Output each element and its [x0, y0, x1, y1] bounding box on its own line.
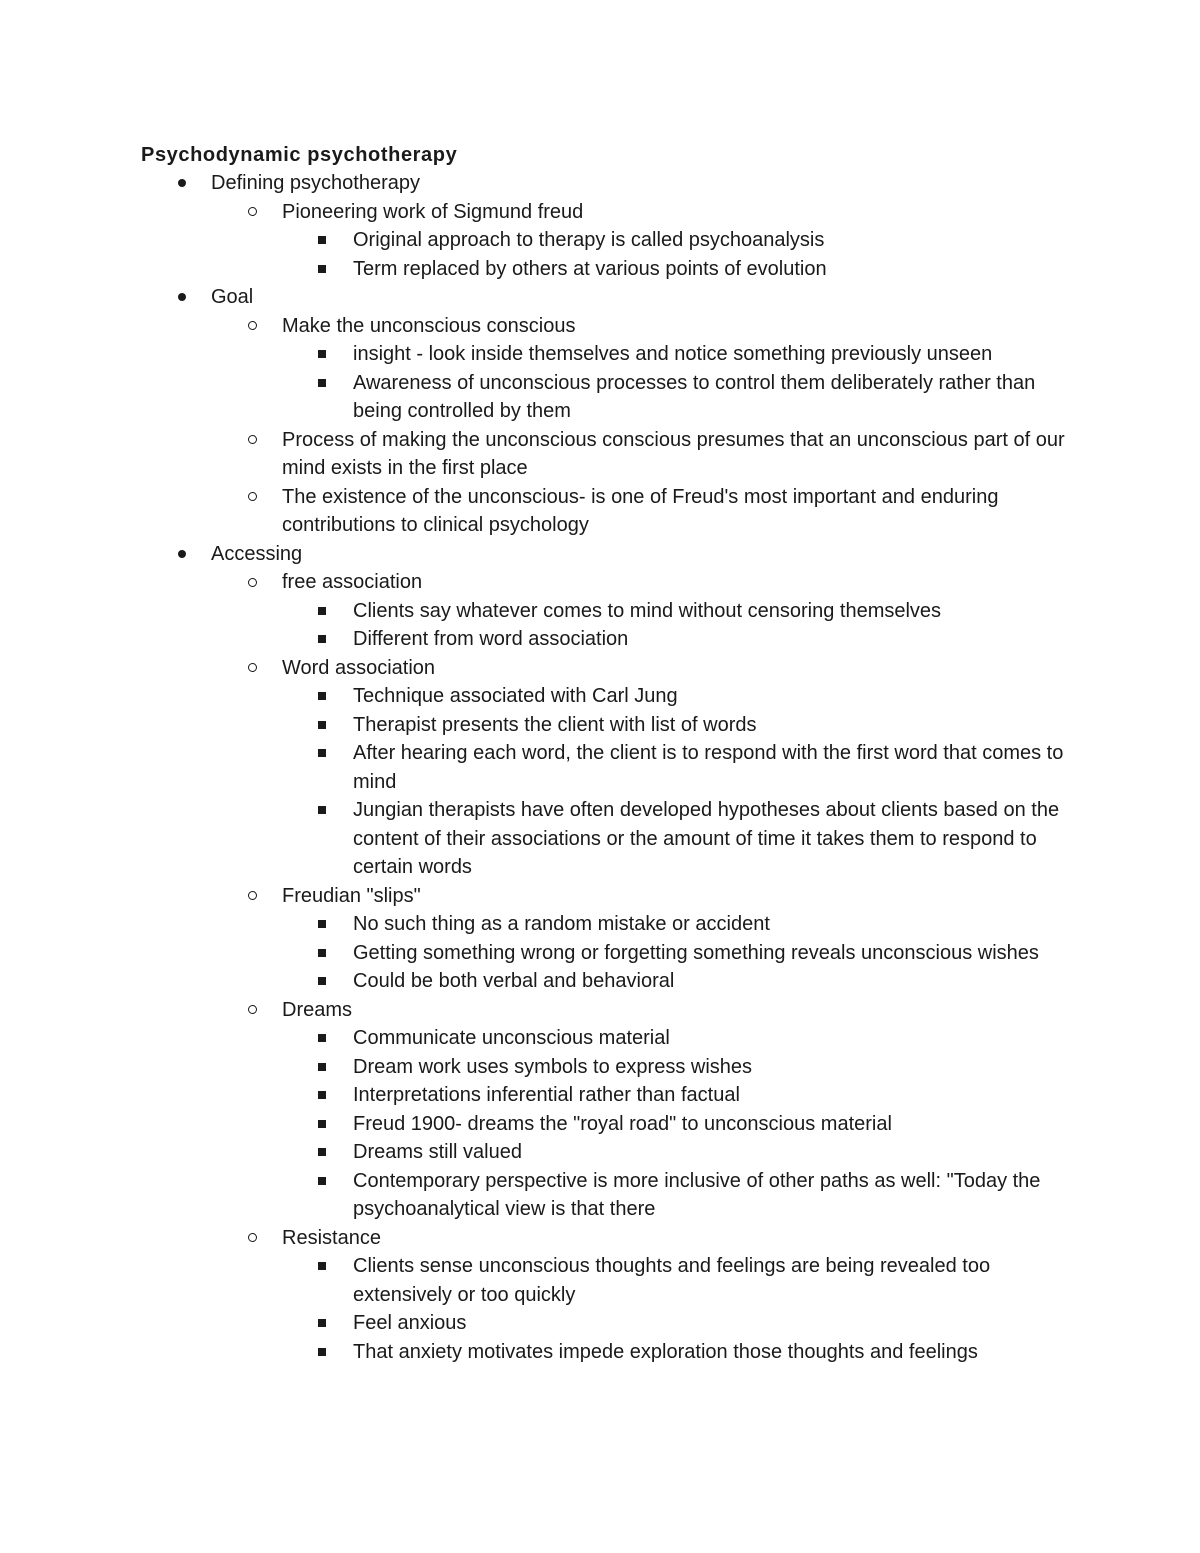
outline-item-text: free association	[282, 571, 423, 593]
outline-item-level-3	[0, 226, 1200, 255]
outline-item-text: Therapist presents the client with list of words	[353, 713, 757, 736]
filled-circle-bullet-icon	[178, 283, 186, 312]
outline-item-level-2	[0, 568, 1200, 597]
outline-item-level-2	[0, 198, 1200, 227]
filled-square-bullet-icon	[318, 226, 326, 255]
outline-item-level-3	[0, 1024, 1200, 1053]
outline-item-level-2	[0, 996, 1200, 1025]
outline-item-level-2	[0, 654, 1200, 683]
outline-item-text: The existence of the unconscious- is one of Freud's most important and enduring contributions to clinical psychology	[282, 485, 999, 536]
filled-square-bullet-icon	[318, 1138, 326, 1167]
outline-item-text: Freudian "slips"	[282, 884, 421, 907]
filled-square-bullet-icon	[318, 682, 326, 711]
outline-item-text: Feel anxious	[353, 1312, 467, 1334]
document-title: Psychodynamic psychotherapy	[141, 144, 458, 166]
hollow-circle-bullet-icon	[248, 882, 257, 911]
outline-item-level-3	[0, 967, 1200, 996]
outline-item-level-3	[0, 1110, 1200, 1139]
outline-item-text: Dream work uses symbols to express wishes	[353, 1055, 753, 1078]
outline-item-level-3	[0, 1252, 1200, 1309]
outline-item-text: Could be both verbal and behavioral	[353, 970, 675, 992]
outline-item-level-3	[0, 939, 1200, 968]
hollow-circle-bullet-icon	[248, 312, 257, 341]
hollow-circle-bullet-icon	[248, 198, 257, 227]
outline-item-text: Communicate unconscious material	[353, 1027, 670, 1049]
outline-item-level-2	[0, 483, 1200, 540]
outline-item-level-2	[0, 312, 1200, 341]
filled-square-bullet-icon	[318, 340, 326, 369]
outline-item-level-1	[0, 283, 1200, 312]
outline-item-level-3	[0, 1167, 1200, 1224]
outline-item-level-3	[0, 1053, 1200, 1082]
outline-item-text: Original approach to therapy is called psychoanalysis	[353, 229, 825, 251]
outline-item-level-3	[0, 910, 1200, 939]
outline-item-level-3	[0, 739, 1200, 796]
outline-item-text: Goal	[211, 286, 254, 308]
filled-square-bullet-icon	[318, 1053, 326, 1082]
outline-item-level-3	[0, 1081, 1200, 1110]
filled-square-bullet-icon	[318, 1252, 326, 1281]
outline-item-text: Jungian therapists have often developed hypotheses about clients based on the content of their associations or the amount of time it takes them to respond to certain words	[353, 799, 1060, 878]
bullet-outline	[0, 169, 1200, 1366]
outline-item-level-1	[0, 540, 1200, 569]
filled-square-bullet-icon	[318, 1309, 326, 1338]
outline-item-level-3	[0, 1138, 1200, 1167]
outline-item-text: Make the unconscious conscious	[282, 314, 576, 337]
filled-square-bullet-icon	[318, 910, 326, 939]
filled-circle-bullet-icon	[178, 169, 186, 198]
filled-square-bullet-icon	[318, 939, 326, 968]
filled-square-bullet-icon	[318, 711, 326, 740]
outline-item-level-3	[0, 1338, 1200, 1367]
filled-square-bullet-icon	[318, 1024, 326, 1053]
hollow-circle-bullet-icon	[248, 654, 257, 683]
filled-square-bullet-icon	[318, 369, 326, 398]
outline-item-text: Defining psychotherapy	[211, 172, 421, 194]
outline-item-text: That anxiety motivates impede exploration those thoughts and feelings	[353, 1340, 978, 1363]
outline-item-text: Contemporary perspective is more inclusive of other paths as well: "Today the psychoanalytical view is that there	[353, 1169, 1041, 1220]
outline-item-level-3	[0, 597, 1200, 626]
outline-item-text: Freud 1900- dreams the "royal road" to unconscious material	[353, 1112, 892, 1135]
filled-square-bullet-icon	[318, 1338, 326, 1367]
outline-item-text: No such thing as a random mistake or accident	[353, 913, 770, 935]
filled-square-bullet-icon	[318, 739, 326, 768]
outline-item-text: Technique associated with Carl Jung	[353, 685, 678, 707]
outline-item-text: Interpretations inferential rather than factual	[353, 1084, 740, 1106]
outline-item-level-1	[0, 169, 1200, 198]
outline-item-text: insight - look inside themselves and notice something previously unseen	[353, 343, 993, 365]
outline-item-text: Awareness of unconscious processes to control them deliberately rather than being controlled by them	[353, 371, 1036, 422]
outline-item-text: Term replaced by others at various points of evolution	[353, 257, 827, 280]
outline-item-level-2	[0, 882, 1200, 911]
outline-item-level-3	[0, 625, 1200, 654]
outline-item-level-3	[0, 711, 1200, 740]
hollow-circle-bullet-icon	[248, 1224, 257, 1253]
hollow-circle-bullet-icon	[248, 483, 257, 512]
outline-item-level-3	[0, 340, 1200, 369]
outline-item-text: Clients sense unconscious thoughts and feelings are being revealed too extensively or too quickly	[353, 1255, 991, 1306]
hollow-circle-bullet-icon	[248, 568, 257, 597]
outline-item-level-2	[0, 426, 1200, 483]
outline-item-text: Accessing	[211, 542, 303, 565]
filled-square-bullet-icon	[318, 597, 326, 626]
outline-item-level-3	[0, 796, 1200, 882]
filled-square-bullet-icon	[318, 1110, 326, 1139]
outline-item-level-2	[0, 1224, 1200, 1253]
outline-item-text: After hearing each word, the client is to respond with the first word that comes to mind	[353, 742, 1064, 793]
hollow-circle-bullet-icon	[248, 426, 257, 455]
outline-item-text: Dreams still valued	[353, 1141, 522, 1163]
filled-square-bullet-icon	[318, 255, 326, 284]
outline-item-level-3	[0, 1309, 1200, 1338]
filled-square-bullet-icon	[318, 625, 326, 654]
outline-item-text: Pioneering work of Sigmund freud	[282, 200, 584, 223]
outline-item-text: Word association	[282, 656, 436, 679]
outline-item-text: Getting something wrong or forgetting something reveals unconscious wishes	[353, 941, 1039, 964]
outline-item-level-3	[0, 255, 1200, 284]
filled-circle-bullet-icon	[178, 540, 186, 569]
filled-square-bullet-icon	[318, 967, 326, 996]
hollow-circle-bullet-icon	[248, 996, 257, 1025]
outline-item-text: Process of making the unconscious conscious presumes that an unconscious part of our mind exists in the first place	[282, 428, 1065, 479]
outline-item-text: Different from word association	[353, 628, 629, 650]
outline-item-text: Resistance	[282, 1226, 381, 1249]
outline-item-level-3	[0, 369, 1200, 426]
outline-item-text: Clients say whatever comes to mind without censoring themselves	[353, 599, 942, 622]
filled-square-bullet-icon	[318, 1081, 326, 1110]
outline-item-text: Dreams	[282, 998, 353, 1021]
filled-square-bullet-icon	[318, 1167, 326, 1196]
outline-item-level-3	[0, 682, 1200, 711]
filled-square-bullet-icon	[318, 796, 326, 825]
